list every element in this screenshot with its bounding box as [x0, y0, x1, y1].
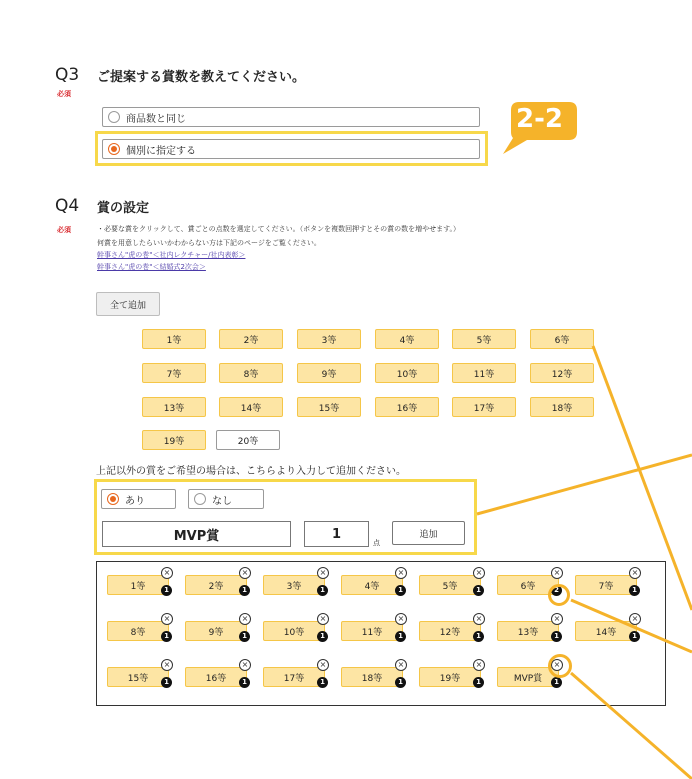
q3-option-custom-label: 個別に指定する [126, 145, 196, 157]
remove-prize-icon[interactable]: × [395, 659, 407, 671]
selected-prize-chip: 6等 [497, 575, 559, 595]
prize-count-badge: 1 [473, 585, 484, 596]
prize-count-badge: 2 [551, 585, 562, 596]
selected-prize-chip: 5等 [419, 575, 481, 595]
remove-prize-icon[interactable]: × [317, 659, 329, 671]
prize-count-badge: 1 [317, 631, 328, 642]
prize-count-badge: 1 [161, 677, 172, 688]
q3-option-same-label: 商品数と同じ [126, 113, 186, 125]
prize-count-badge: 1 [473, 631, 484, 642]
prize-count-badge: 1 [551, 631, 562, 642]
add-all-button[interactable]: 全て追加 [96, 292, 160, 316]
prize-count-badge: 1 [473, 677, 484, 688]
q3-number: Q3 [55, 65, 80, 85]
prize-count-badge: 1 [239, 631, 250, 642]
prize-count-badge: 1 [161, 631, 172, 642]
prize-button[interactable]: 9等 [297, 363, 361, 383]
prize-button[interactable]: 15等 [297, 397, 361, 417]
selected-prize-chip: 3等 [263, 575, 325, 595]
q4-title: 賞の設定 [97, 201, 150, 216]
selected-prize-chip: 1等 [107, 575, 169, 595]
selected-prize-chip: 18等 [341, 667, 403, 687]
q4-number: Q4 [55, 196, 80, 216]
prize-button[interactable]: 19等 [142, 430, 206, 450]
prize-count-badge: 1 [161, 585, 172, 596]
prize-count-badge: 1 [395, 677, 406, 688]
prize-count-badge: 1 [317, 585, 328, 596]
q3-required-badge: 必須 [57, 90, 71, 98]
selected-prize-chip: 2等 [185, 575, 247, 595]
remove-prize-icon[interactable]: × [629, 613, 641, 625]
selected-prize-chip: 12等 [419, 621, 481, 641]
prize-button[interactable]: 12等 [530, 363, 594, 383]
prize-button[interactable]: 10等 [375, 363, 439, 383]
selected-prize-chip: 17等 [263, 667, 325, 687]
selected-prize-chip: 19等 [419, 667, 481, 687]
prize-count-badge: 1 [395, 585, 406, 596]
prize-button[interactable]: 6等 [530, 329, 594, 349]
prize-button[interactable]: 1等 [142, 329, 206, 349]
prize-button[interactable]: 3等 [297, 329, 361, 349]
selected-prize-chip: MVP賞 [497, 667, 559, 687]
prize-count-badge: 1 [317, 677, 328, 688]
remove-prize-icon[interactable]: × [395, 567, 407, 579]
remove-prize-icon[interactable]: × [239, 613, 251, 625]
remove-prize-icon[interactable]: × [161, 613, 173, 625]
unit-label: 点 [373, 539, 380, 547]
remove-prize-icon[interactable]: × [629, 567, 641, 579]
remove-prize-icon[interactable]: × [551, 567, 563, 579]
guide-link-wedding[interactable]: 幹事さん"虎の巻"＜結婚式2次会＞ [97, 263, 206, 271]
prize-button[interactable]: 11等 [452, 363, 516, 383]
remove-prize-icon[interactable]: × [161, 567, 173, 579]
selected-prize-chip: 13等 [497, 621, 559, 641]
selected-prize-chip: 4等 [341, 575, 403, 595]
prize-button[interactable]: 17等 [452, 397, 516, 417]
remove-prize-icon[interactable]: × [239, 567, 251, 579]
q4-help-text: 何賞を用意したらいいかわからない方は下記のページをご覧ください。 [97, 239, 321, 247]
prize-count-badge: 1 [239, 585, 250, 596]
remove-prize-icon[interactable]: × [551, 613, 563, 625]
prize-count-badge: 1 [629, 585, 640, 596]
custom-prize-qty-value: 1 [331, 526, 342, 542]
prize-button[interactable]: 4等 [375, 329, 439, 349]
prize-button[interactable]: 14等 [219, 397, 283, 417]
selected-prize-chip: 16等 [185, 667, 247, 687]
prize-count-badge: 1 [551, 677, 562, 688]
remove-prize-icon[interactable]: × [551, 659, 563, 671]
selected-prize-chip: 11等 [341, 621, 403, 641]
remove-prize-icon[interactable]: × [161, 659, 173, 671]
other-prize-prompt: 上記以外の賞をご希望の場合は、こちらより入力して追加ください。 [96, 466, 406, 477]
remove-prize-icon[interactable]: × [473, 613, 485, 625]
q3-title: ご提案する賞数を教えてください。 [97, 70, 306, 85]
selected-prize-chip: 10等 [263, 621, 325, 641]
remove-prize-icon[interactable]: × [317, 613, 329, 625]
prize-count-badge: 1 [239, 677, 250, 688]
remove-prize-icon[interactable]: × [317, 567, 329, 579]
prize-button[interactable]: 13等 [142, 397, 206, 417]
selected-prize-chip: 8等 [107, 621, 169, 641]
other-yes-label: あり [125, 495, 145, 507]
prize-button[interactable]: 16等 [375, 397, 439, 417]
prize-button[interactable]: 20等 [216, 430, 280, 450]
annotation-ring-6th [548, 584, 570, 606]
guide-link-office[interactable]: 幹事さん"虎の巻"＜社内レクチャー/社内表彰＞ [97, 251, 246, 259]
prize-button[interactable]: 8等 [219, 363, 283, 383]
selected-prize-chip: 15等 [107, 667, 169, 687]
selected-prize-chip: 9等 [185, 621, 247, 641]
prize-button[interactable]: 2等 [219, 329, 283, 349]
prize-button[interactable]: 5等 [452, 329, 516, 349]
q4-description: ・必要な賞をクリックして、賞ごとの点数を選定してください。（ボタンを複数回押すとその賞の数を増やせます。） [97, 225, 461, 233]
remove-prize-icon[interactable]: × [395, 613, 407, 625]
other-no-label: なし [212, 495, 232, 507]
remove-prize-icon[interactable]: × [473, 659, 485, 671]
prize-count-badge: 1 [395, 631, 406, 642]
annotation-ring-mvp [548, 654, 572, 678]
prize-button[interactable]: 18等 [530, 397, 594, 417]
prize-button[interactable]: 7等 [142, 363, 206, 383]
selected-prize-chip: 14等 [575, 621, 637, 641]
remove-prize-icon[interactable]: × [473, 567, 485, 579]
callout-label: 2-2 [516, 104, 563, 134]
remove-prize-icon[interactable]: × [239, 659, 251, 671]
custom-prize-name-value: MVP賞 [173, 528, 220, 544]
add-custom-prize-button[interactable]: 追加 [392, 521, 465, 545]
prize-count-badge: 1 [629, 631, 640, 642]
q4-required-badge: 必須 [57, 226, 71, 234]
selected-prize-chip: 7等 [575, 575, 637, 595]
